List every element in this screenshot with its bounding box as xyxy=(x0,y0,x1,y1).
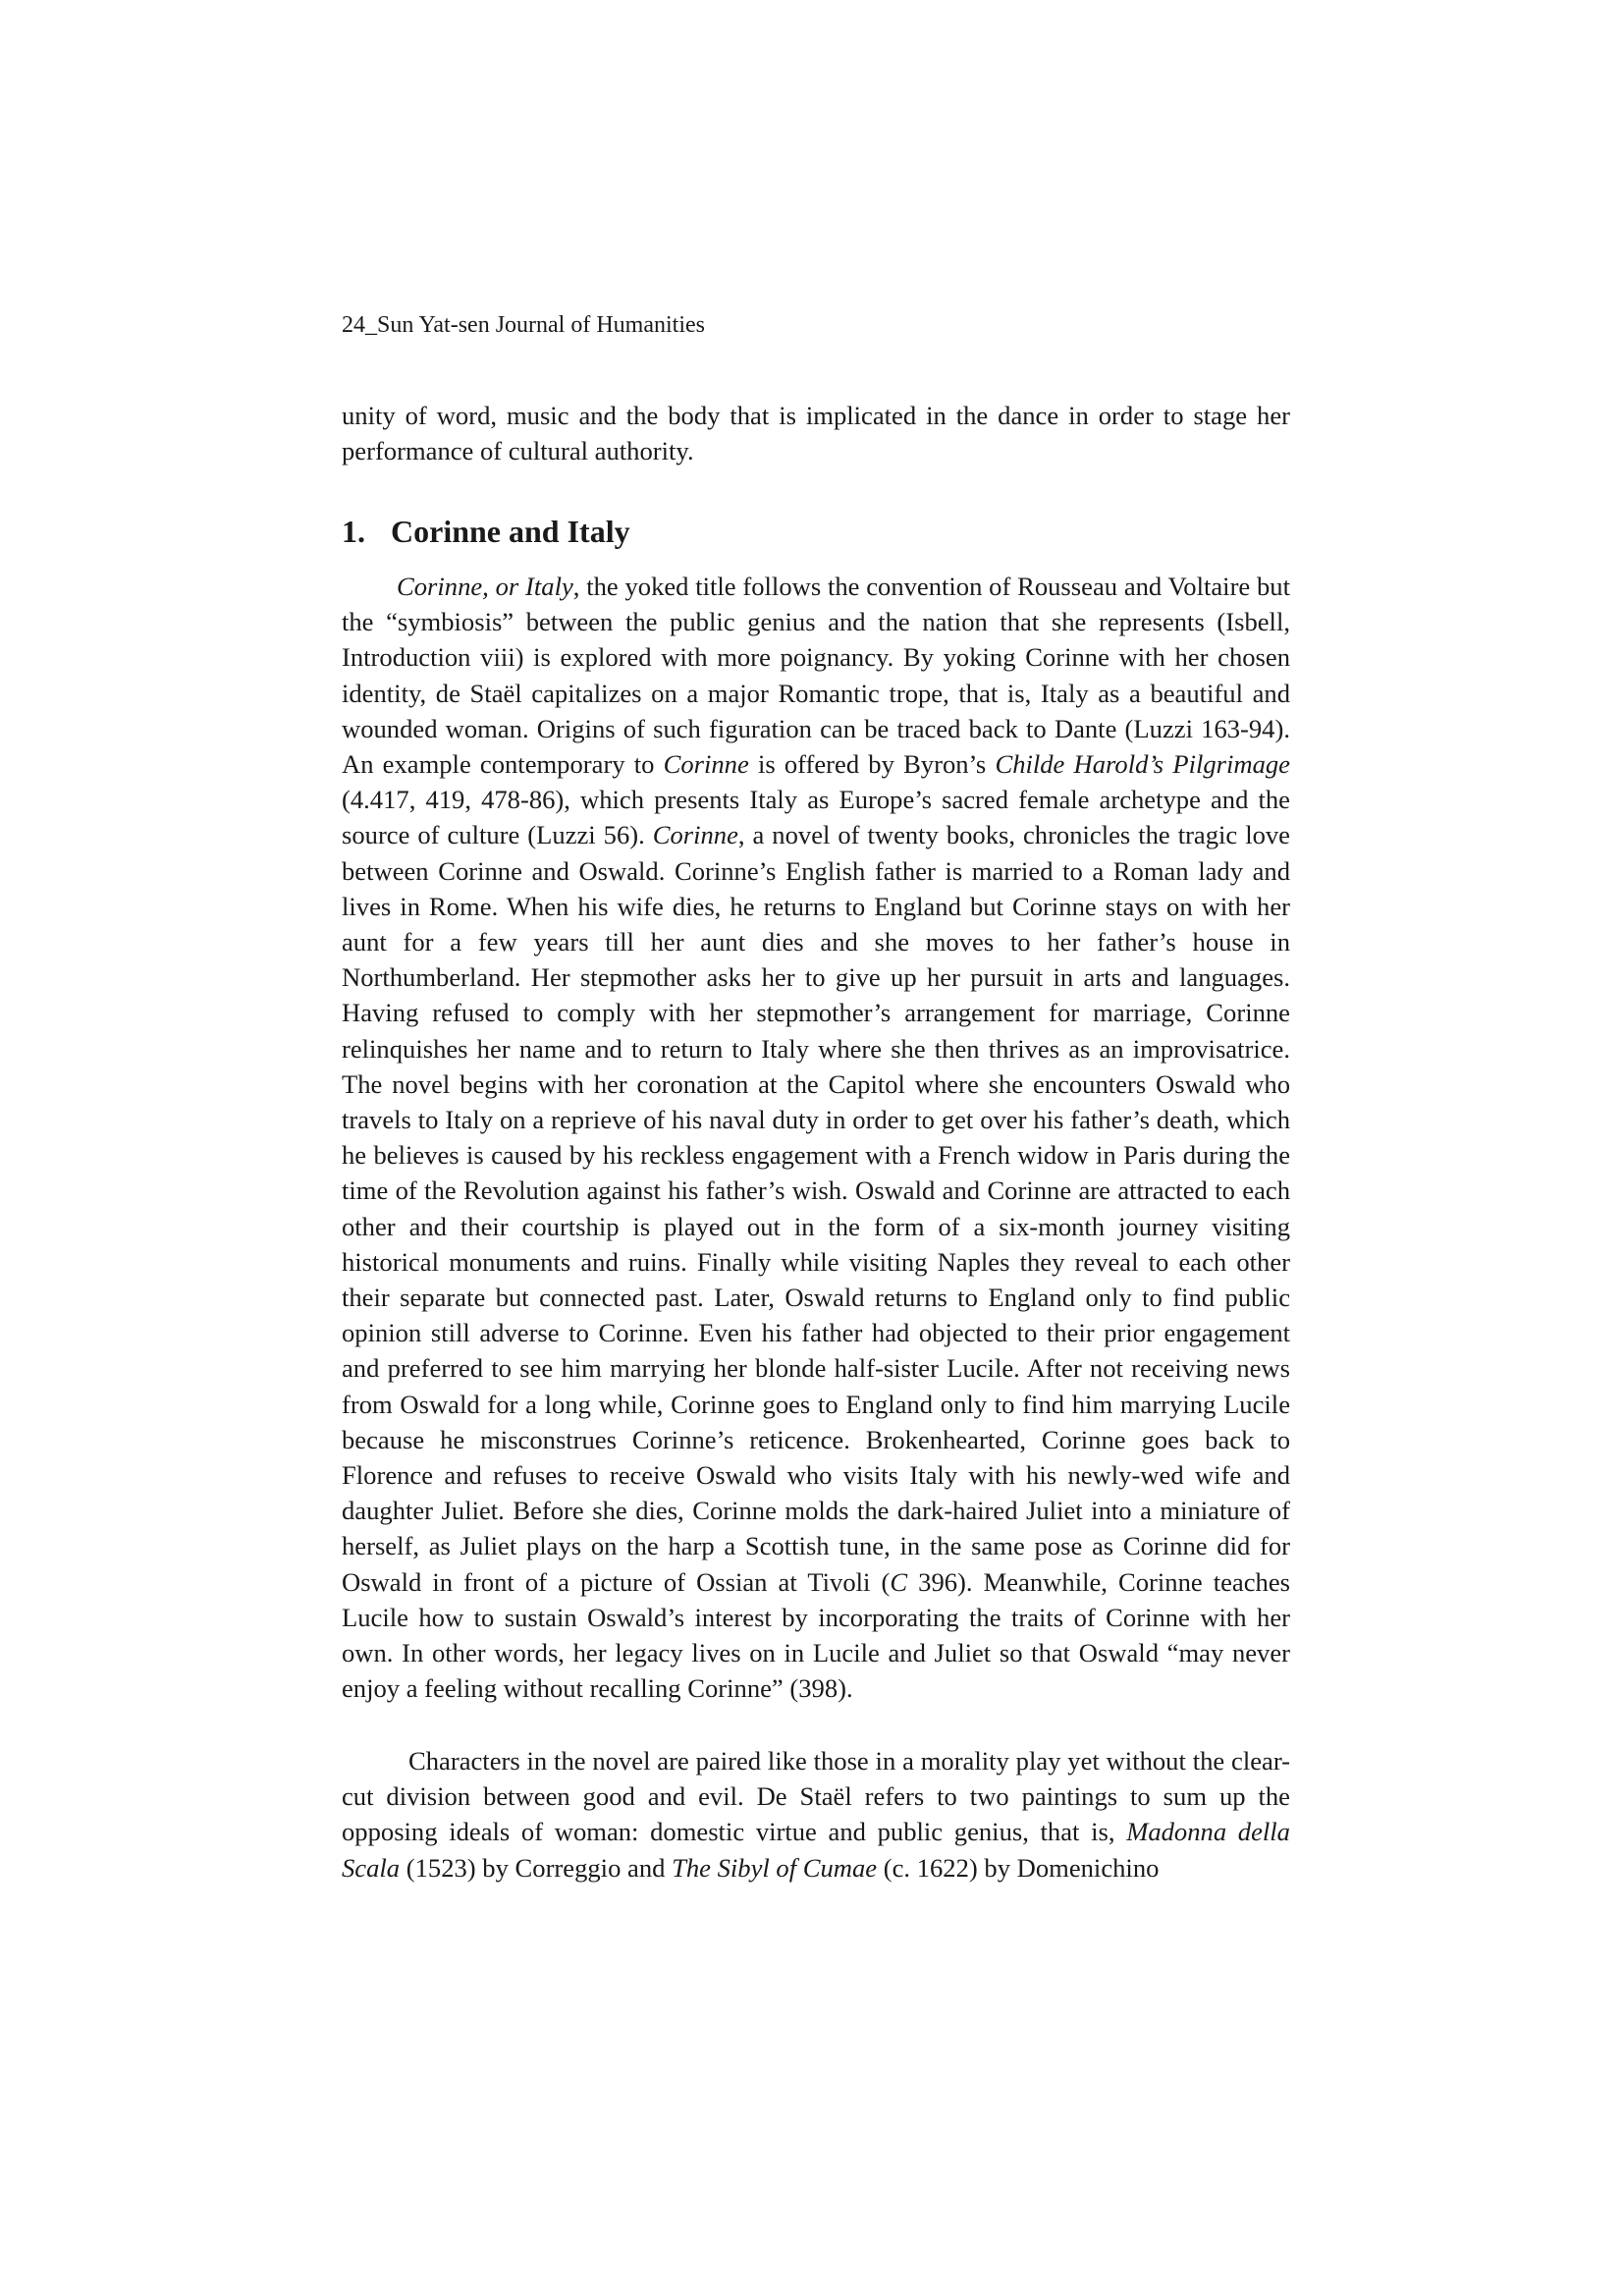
paragraph-text: (4.417, 419, 478-86), which presents Italy as Europe’s sacred female archetype and the source of culture (Luzzi 56). xyxy=(342,785,1290,850)
running-header: 24_Sun Yat-sen Journal of Humanities xyxy=(342,312,705,338)
section-title: Corinne and Italy xyxy=(391,514,630,549)
paragraph-text: , the yoked title follows the convention of Rousseau and Voltaire but the “symbiosis” between the public genius and the nation that she represents (Isbell, Introduction viii) is explored with more poignancy. By yoking Corinne with her chosen identity, de Staël capitalizes on a major Romantic trope, that is, Italy as a beautiful and wounded woman. Origins of such figuration can be traced back to Dante (Luzzi 163-94). An example contemporary to xyxy=(342,572,1290,780)
italic-title-corinne: Corinne xyxy=(663,749,749,780)
paragraph-text: (c. 1622) by Domenichino xyxy=(877,1852,1160,1883)
paragraph-text: is offered by Byron’s xyxy=(748,749,996,780)
paragraph-text: Characters in the novel are paired like those in a morality play yet without the clear-cut division between good and evil. De Staël refers to two paintings to sum up the opposing ideals of woman: domestic virtue and public genius, that is, xyxy=(342,1746,1290,1847)
paragraph-text: 396). Meanwhile, Corinne teaches Lucile how to sustain Oswald’s interest by incorporating the traits of Corinne with her own. In other words, her legacy lives on in Lucile and Juliet so that Oswald “may never enjoy a feeling without recalling Corinne” (398). xyxy=(342,1566,1290,1704)
italic-title-madonna: Madonna della Scala xyxy=(342,1817,1290,1883)
paragraph-text: (1523) by Correggio and xyxy=(400,1852,673,1883)
italic-title-childe-harold: Childe Harold’s Pilgrimage xyxy=(995,749,1290,780)
section-heading xyxy=(342,512,630,551)
body-paragraph-1 xyxy=(342,569,1290,1707)
italic-citation-c: C xyxy=(890,1566,908,1597)
body-paragraph-2 xyxy=(342,1743,1290,1886)
italic-title-sibyl: The Sibyl of Cumae xyxy=(672,1852,878,1883)
intro-paragraph: unity of word, music and the body that is implicated in the dance in order to stage her performance of cultural authority. xyxy=(342,401,1290,466)
section-number: 1. xyxy=(342,514,365,549)
italic-title-corinne: Corinne xyxy=(652,820,738,850)
italic-title-corinne-or-italy: Corinne, or Italy xyxy=(397,572,573,601)
paragraph-text: , a novel of twenty books, chronicles the tragic love between Corinne and Oswald. Corinne’s English father is married to a Roman lady and lives in Rome. When his wife dies, he returns to England but Corinne stays on with her aunt for a few years till her aunt dies and she moves to her father’s house in Northumberland. Her stepmother asks her to give up her pursuit in arts and languages. Having refused to comply with her stepmother’s arrangement for marriage, Corinne relinquishes her name and to return to Italy where she then thrives as an improvisatrice. The novel begins with her coronation at the Capitol where she encounters Oswald who travels to Italy on a reprieve of his naval duty in order to get over his father’s death, which he believes is caused by his reckless engagement with a French widow in Paris during the time of the Revolution against his father’s wish. Oswald and Corinne are attracted to each other and their courtship is played out in the form of a six-month journey visiting historical monuments and ruins. Finally while visiting Naples they reveal to each other their separate but connected past. Later, Oswald returns to England only to find public opinion still adverse to Corinne. Even his father had objected to their prior engagement and preferred to see him marrying her blonde half-sister Lucile. After not receiving news from Oswald for a long while, Corinne goes to England only to find him marrying Lucile because he misconstrues Corinne’s reticence. Brokenhearted, Corinne goes back to Florence and refuses to receive Oswald who visits Italy with his newly-wed wife and daughter Juliet. Before she dies, Corinne molds the dark-haired Juliet into a miniature of herself, as Juliet plays on the harp a Scottish tune, in the same pose as Corinne did for Oswald in front of a picture of Ossian at Tivoli ( xyxy=(342,820,1290,1597)
